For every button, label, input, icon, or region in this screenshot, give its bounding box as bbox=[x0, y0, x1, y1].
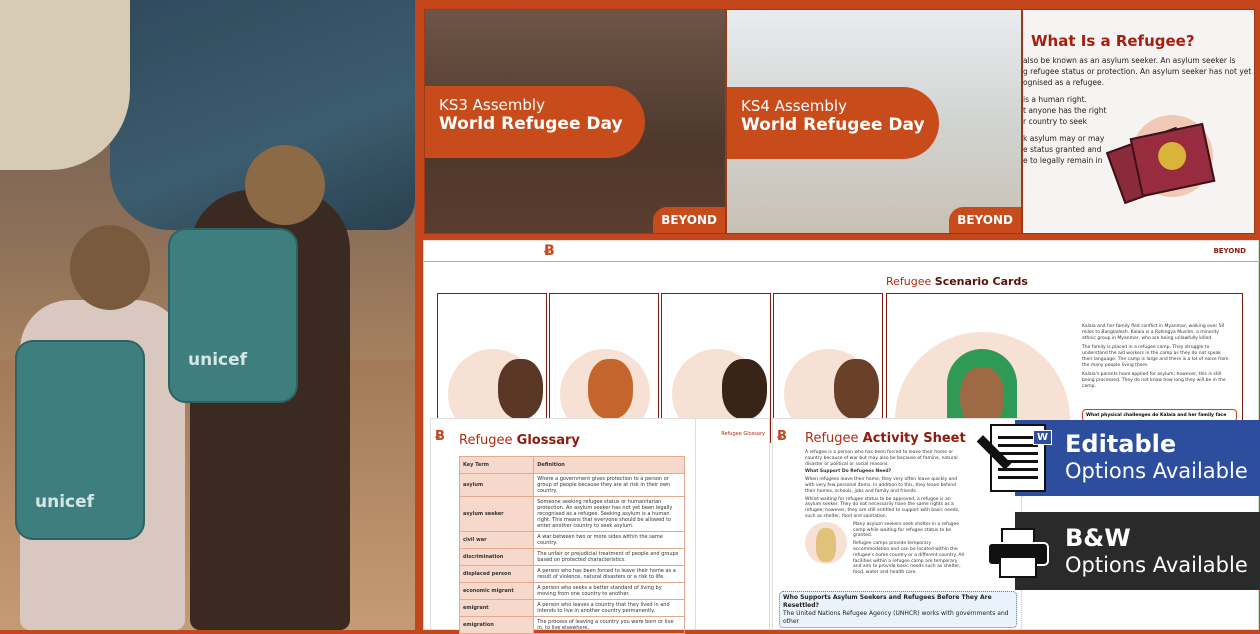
beyond-logo: BEYOND bbox=[949, 207, 1021, 233]
brand-label: BEYOND bbox=[1213, 247, 1246, 255]
ks4-title-pill bbox=[727, 87, 939, 159]
ks4-title: World Refugee Day bbox=[741, 115, 925, 135]
beyond-b-icon: Ƀ bbox=[435, 429, 445, 444]
backpack-left bbox=[15, 340, 145, 540]
scenario-title: Refugee Scenario Cards bbox=[886, 275, 1028, 288]
printer-icon bbox=[987, 528, 1049, 578]
ks4-level: KS4 Assembly bbox=[741, 97, 847, 115]
activity-title: Refugee Activity Sheet bbox=[805, 431, 966, 446]
younger-child-head bbox=[70, 225, 150, 310]
hero-photo bbox=[0, 0, 415, 630]
unicef-label: unicef bbox=[188, 350, 248, 370]
refugee-slide-text: also be known as an asylum seeker. An asylum seeker is g refugee status or protection. An asylum seeker has not yet ognised as a refugee. is a human right. t anyone has the right r country to seek k asylum may or may e status granted and e to legally remain in bbox=[1023, 56, 1252, 165]
word-icon: W bbox=[1033, 430, 1052, 445]
info-box-title: Who Supports Asylum Seekers and Refugees Before They Are Resettled? bbox=[783, 594, 992, 609]
ks3-title-pill bbox=[425, 86, 645, 158]
table-row: asylum seeker Someone seeking refugee status or humanitarian protection. An asylum seeker has not yet been legally recognised as a refugee. Seeking asylum is a human right. This means that everyone should be allowed to enter another country to seek asylum. bbox=[460, 497, 685, 532]
bw-title: B&W bbox=[1065, 524, 1131, 552]
older-child-head bbox=[245, 145, 325, 225]
ks3-title: World Refugee Day bbox=[439, 114, 623, 134]
glossary-table: Key Term Definition asylum Where a government gives protection to a person or group of people because they are at risk in their own country. asylum seeker Someone seeking refugee status or humanitarian protection. An asylum seeker has not yet been legally recognised as a refugee. Seeking asylum is a human right. This means that everyone should be allowed to enter another country to seek asylum. civil war A war between two or more sides within the same country. discrimination The unfair or prejudicial treatment of people and groups based on protected characteristics. displaced person A person who has been forced to leave their home as a result of violence, natural disasters or a risk to life. economic migrant A person who seeks a better standard of living by moving from one country to another. emigrant A person who leaves a country that they lived in and intends to live in another country permanently. emigration The process of leaving a country you were born or live in, to live elsewhere. bbox=[459, 456, 685, 634]
what-is-refugee-slide[interactable] bbox=[1022, 9, 1255, 234]
header-divider bbox=[424, 261, 1260, 262]
bw-subtitle: Options Available bbox=[1065, 553, 1248, 577]
table-row: discrimination The unfair or prejudicial treatment of people and groups based on protected characteristics. bbox=[460, 549, 685, 566]
ks4-slide[interactable] bbox=[726, 9, 1022, 234]
ks3-slide[interactable] bbox=[424, 9, 726, 234]
activity-text: A refugee is a person who has been forced to leave their home or country because of war but may also be because of famine, natural disaster or political or social reasons. What Support Do Refugees Need? When refugees leave their home, they very often leave quickly and with very few personal items. In addition to this, they leave behind their homes, schools, jobs and family and friends. Whilst waiting for refugee status to be approved, a refugee is an asylum seeker. They do not necessarily have the same rights as a refugee; however, they are still entitled to support with basic needs, such as shelter, food and sanitation. Many asylum seekers seek shelter in a refugee camp while waiting for refugee status to be granted. Refugee camps provide temporary accommodation and can be located within the refugee's home country or a different country. All facilities within a refugee camp are temporary and aim to provide basic needs such as shelter, food, water and health care. bbox=[805, 450, 964, 576]
glossary-title: Refugee Glossary bbox=[459, 433, 580, 448]
glossary-page-2 bbox=[690, 418, 770, 630]
backpack-right bbox=[168, 228, 298, 403]
glossary-page[interactable] bbox=[430, 418, 696, 630]
document-edit-icon bbox=[990, 424, 1046, 492]
girl-illustration bbox=[805, 522, 847, 564]
info-box-text: The United Nations Refugee Agency (UNHCR) works with governments and other bbox=[783, 610, 1009, 625]
refugee-slide-title: What Is a Refugee? bbox=[1031, 32, 1195, 50]
table-row: displaced person A person who has been forced to leave their home as a result of violence, natural disasters or a risk to life. bbox=[460, 566, 685, 583]
glossary-small-header: Refugee Glossary bbox=[721, 431, 765, 437]
beyond-b-icon: Ƀ bbox=[777, 429, 787, 444]
table-row: emigration The process of leaving a country you were born or live in, to live elsewhere. bbox=[460, 617, 685, 634]
beyond-logo: BEYOND bbox=[653, 207, 725, 233]
scenario-question: What physical challenges do Kalaia and her family face bbox=[1082, 409, 1237, 422]
table-row: emigrant A person who leaves a country that they lived in and intends to live in another country permanently. bbox=[460, 600, 685, 617]
bw-badge bbox=[1015, 512, 1260, 590]
editable-title: Editable bbox=[1065, 430, 1177, 458]
beyond-b-icon: Ƀ bbox=[544, 243, 555, 259]
info-box bbox=[779, 591, 1017, 628]
editable-subtitle: Options Available bbox=[1065, 459, 1248, 483]
table-row: economic migrant A person who seeks a better standard of living by moving from one country to another. bbox=[460, 583, 685, 600]
table-row: asylum Where a government gives protection to a person or group of people because they are at risk in their own country. bbox=[460, 474, 685, 497]
unicef-label: unicef bbox=[35, 492, 95, 512]
ks3-level: KS3 Assembly bbox=[439, 96, 545, 114]
table-row: civil war A war between two or more sides within the same country. bbox=[460, 532, 685, 549]
scenario-text: Kalaia and her family fled conflict in Myanmar, walking over 50 miles to Bangladesh. Kalaia is a Rohingya Muslim, a minority ethnic group in Myanmar, who are being unlawfully killed. The family is placed in a refugee camp. They struggle to understand the aid workers in the camp as they do not speak their language. The camp is large and there is a lot of noise from the many people living there. Kalaia's parents have applied for asylum; however, this is still being processed. They do not know how long they will be in the camp. bbox=[1082, 324, 1229, 389]
